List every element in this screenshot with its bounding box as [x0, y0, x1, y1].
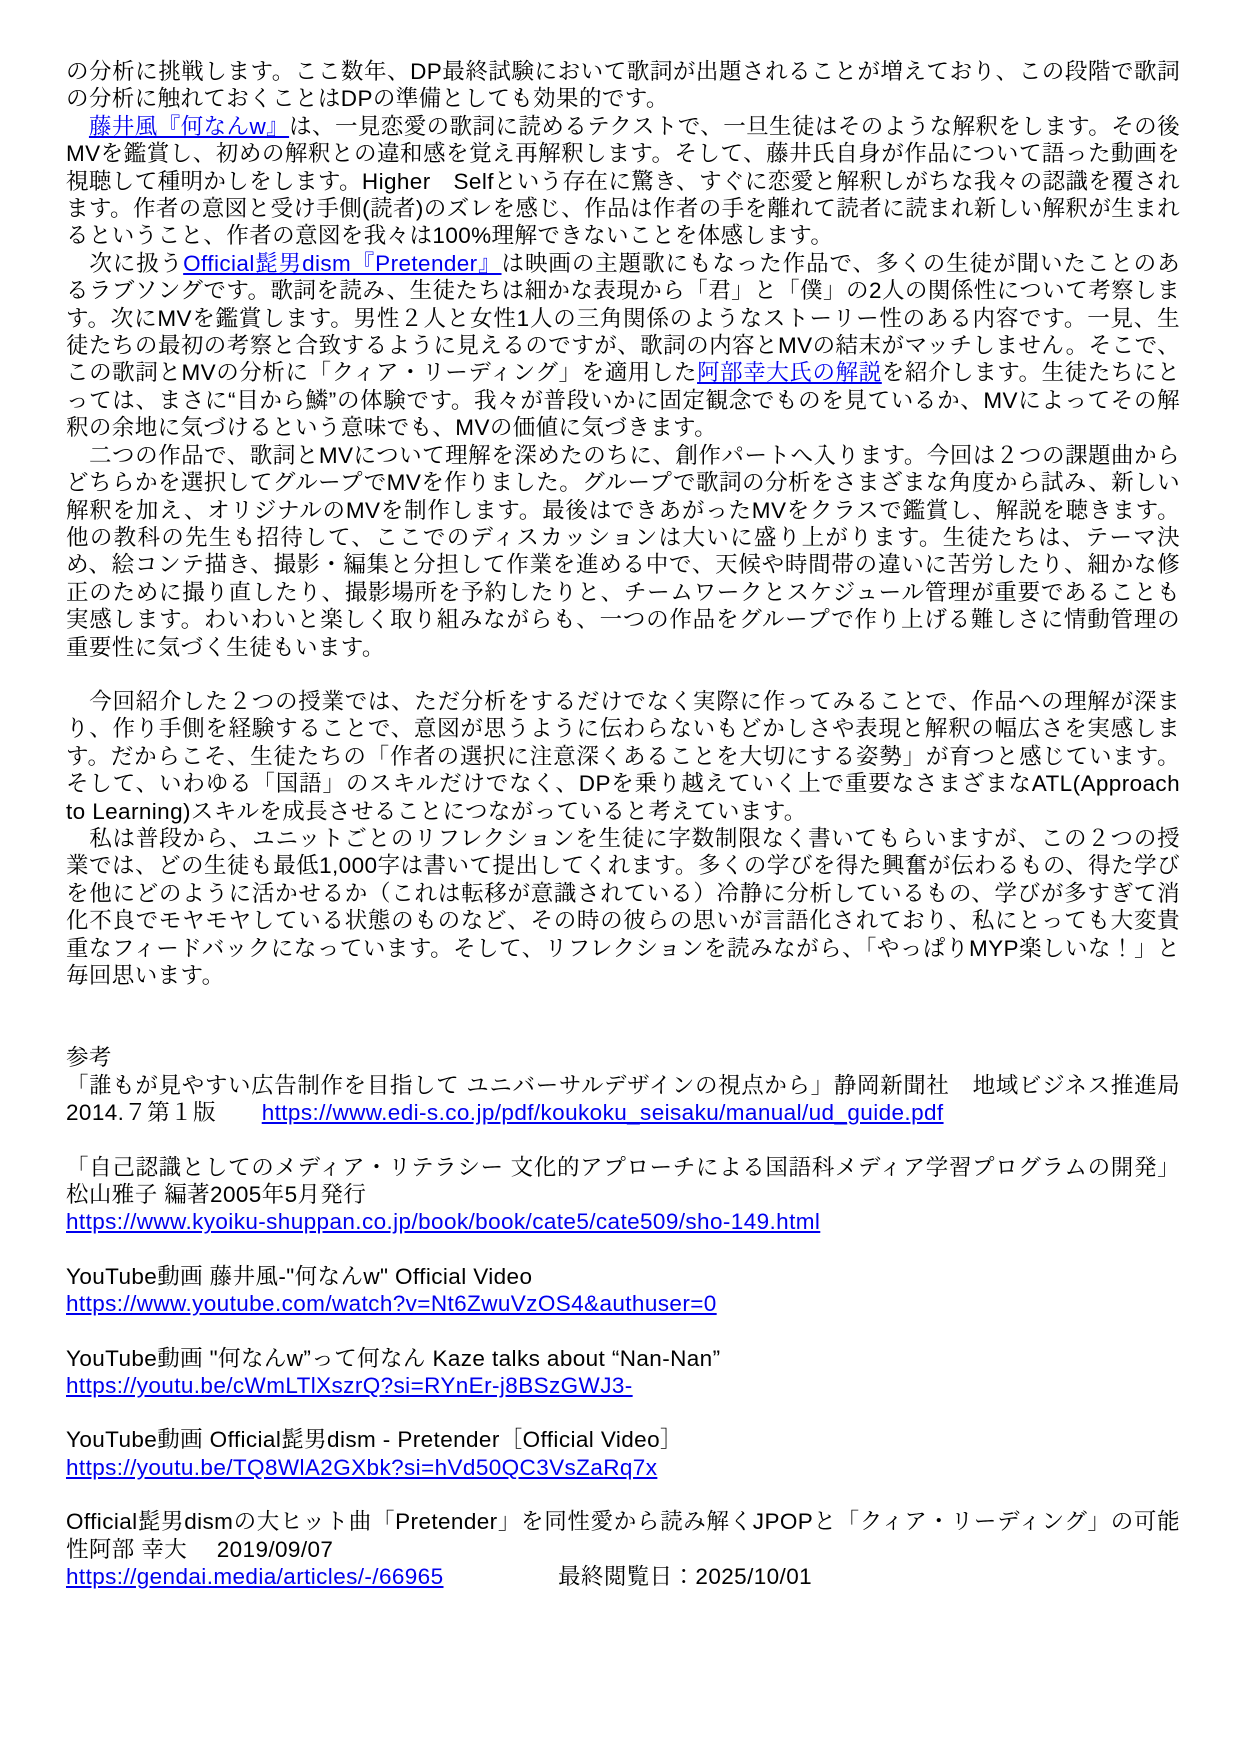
text-run: 「自己認識としてのメディア・リテラシー 文化的アプローチによる国語科メディア学習プログラムの開発」松山雅子 編著2005年5月発行: [66, 1154, 1180, 1208]
reference-ud-guide: [66, 1072, 1180, 1127]
reference-gendai-article: [66, 1508, 1180, 1590]
paragraph-fujii-kaze-nannan: [66, 113, 1180, 250]
reference-youtube-kaze-talks: [66, 1345, 1180, 1400]
reference-row: [66, 1154, 1180, 1209]
ref-link-ud-guide[interactable]: https://www.edi-s.co.jp/pdf/koukoku_seisaku/manual/ud_guide.pdf: [261, 1100, 944, 1126]
ref-link-youtube-nannan[interactable]: https://www.youtube.com/watch?v=Nt6ZwuVzOS4&authuser=0: [66, 1291, 717, 1317]
reference-media-literacy-book: [66, 1154, 1180, 1236]
reference-row: [66, 1563, 1180, 1590]
text-run: は、一見恋愛の歌詞に読めるテクストで、一旦生徒はそのような解釈をします。その後MVを鑑賞し、初めの解釈との違和感を覚え再解釈します。そして、藤井氏自身が作品について語った動画を視聴して種明かしをします。Higher Selfという存在に驚き、すぐに恋愛と解釈しがちな我々の認識を覆されます。作者の意図と受け手側(読者)のズレを感じ、作品は作者の手を離れて読者に読まれ新しい解釈が生まれるということ、作者の意図を我々は100%理解できないことを体感します。: [66, 113, 1181, 249]
text-run: 次に扱う: [66, 250, 184, 276]
link-abe-kodai-commentary[interactable]: 阿部幸大氏の解説: [697, 360, 882, 386]
text-run: YouTube動画 Official髭男dism - Pretender［Official Video］: [66, 1427, 683, 1453]
references-section: [66, 1044, 1180, 1590]
reference-row: [66, 1072, 1180, 1127]
article-body: [66, 58, 1180, 989]
page-content: [66, 58, 1180, 1591]
text-run: 「誰もが見やすい広告制作を目指して ユニバーサルデザインの視点から」静岡新聞社 地域ビジネス推進局2014.７第１版: [66, 1072, 1180, 1126]
text-run: を紹介します。生徒たちにとっては、まさに“目から鱗”の体験です。我々が普段いかに固定観念でものを見ているか、MVによってその解釈の余地に気づけるという意味でも、MVの価値に気づきます。: [66, 360, 1180, 441]
ref-link-youtube-pretender[interactable]: https://youtu.be/TQ8WlA2GXbk?si=hVd50QC3VsZaRq7x: [66, 1454, 658, 1480]
ref-link-kyoiku-shuppan[interactable]: https://www.kyoiku-shuppan.co.jp/book/book/cate5/cate509/sho-149.html: [66, 1209, 821, 1235]
ref-link-youtube-kaze-talks[interactable]: https://youtu.be/cWmLTlXszrQ?si=RYnEr-j8BSzGWJ3-: [66, 1373, 633, 1399]
references-list: [66, 1072, 1180, 1591]
reference-youtube-pretender-official: [66, 1426, 1180, 1481]
paragraph-student-reflections: [66, 825, 1180, 989]
text-run: [66, 114, 89, 139]
text-run: Official髭男dismの大ヒット曲「Pretender」を同性愛から読み解くJPOPと「クィア・リーディング」の可能性阿部 幸大 2019/09/07: [66, 1509, 1180, 1562]
reference-youtube-nannan-official: [66, 1263, 1180, 1318]
paragraph-dp-exam-intro: [66, 58, 1180, 113]
reference-row: [66, 1426, 1180, 1453]
text-run: 二つの作品で、歌詞とMVについて理解を深めたのちに、創作パートへ入ります。今回は２つの課題曲からどちらかを選択してグループでMVを作りました。グループで歌詞の分析をさまざまな角度から試み、新しい解釈を加え、オリジナルのMVを制作します。最後はできあがったMVをクラスで鑑賞し、解説を聴きます。他の教科の先生も招待して、ここでのディスカッションは大いに盛り上がります。生徒たちは、テーマ決め、絵コンテ描き、撮影・編集と分担して作業を進める中で、天候や時間帯の違いに苦労したり、細かな修正のために撮り直したり、撮影場所を予約したりと、チームワークとスケジュール管理が重要であることも実感します。わいわいと楽しく取り組みながらも、一つの作品をグループで作り上げる難しさに情動管理の重要性に気づく生徒もいます。: [66, 442, 1180, 660]
references-heading: 参考: [66, 1045, 112, 1071]
reference-row: [66, 1372, 1180, 1399]
paragraph-mv-creation: [66, 442, 1180, 661]
paragraph-pretender-queer-reading: [66, 250, 1180, 442]
text-run: 今回紹介した２つの授業では、ただ分析をするだけでなく実際に作ってみることで、作品への理解が深まり、作り手側を経験することで、意図が思うように伝わらないもどかしさや表現と解釈の幅広さを実感します。だからこそ、生徒たちの「作者の選択に注意深くあることを大切にする姿勢」が育つと感じています。そして、いわゆる「国語」のスキルだけでなく、DPを乗り越えていく上で重要なさまざまなATL(Approach to Learning)スキルを成長させることにつながっていると考えています。: [66, 688, 1180, 824]
text-run: の分析に挑戦します。ここ数年、DP最終試験において歌詞が出題されることが増えており、この段階で歌詞の分析に触れておくことはDPの準備としても効果的です。: [66, 59, 1180, 112]
reference-row: [66, 1454, 1180, 1481]
reference-row: [66, 1208, 1180, 1235]
ref-link-gendai-article[interactable]: https://gendai.media/articles/-/66965: [66, 1564, 444, 1590]
text-run: は映画の主題歌にもなった作品で、多くの生徒が聞いたことのあるラブソングです。歌詞を読み、生徒たちは細かな表現から「君」と「僕」の2人の関係性について考察します。次にMVを鑑賞します。男性２人と女性1人の三角関係のようなストーリー性のある内容です。一見、生徒たちの最初の考察と合致するように見えるのですが、歌詞の内容とMVの結末がマッチしません。そこで、この歌詞とMVの分析に「クィア・リーディング」を適用した: [66, 250, 1180, 386]
reference-row: [66, 1263, 1180, 1290]
reference-row: [66, 1508, 1180, 1563]
text-run: 最終閲覧日：2025/10/01: [443, 1564, 813, 1590]
text-run: YouTube動画 藤井風-"何なんw" Official Video: [66, 1263, 533, 1289]
link-official-higedandism-pretender[interactable]: Official髭男dism『Pretender』: [183, 250, 502, 276]
text-run: 私は普段から、ユニットごとのリフレクションを生徒に字数制限なく書いてもらいますが、この２つの授業では、どの生徒も最低1,000字は書いて提出してくれます。多くの学びを得た興奮が伝わるもの、得た学びを他にどのように活かせるか（これは転移が意識されている）冷静に分析しているもの、学びが多すぎて消化不良でモヤモヤしている状態のものなど、その時の彼らの思いが言語化されており、私にとっても大変貴重なフィードバックになっています。そして、リフレクションを読みながら、「やっぱりMYP楽しいな！」と毎回思います。: [66, 825, 1180, 988]
text-run: YouTube動画 "何なんw”って何なん Kaze talks about “Nan-Nan”: [66, 1345, 721, 1371]
reference-row: [66, 1290, 1180, 1317]
paragraph-reflection-on-lessons: [66, 688, 1180, 825]
reference-row: [66, 1345, 1180, 1372]
link-fujii-kaze-nannan[interactable]: 藤井風『何なんw』: [88, 113, 290, 139]
